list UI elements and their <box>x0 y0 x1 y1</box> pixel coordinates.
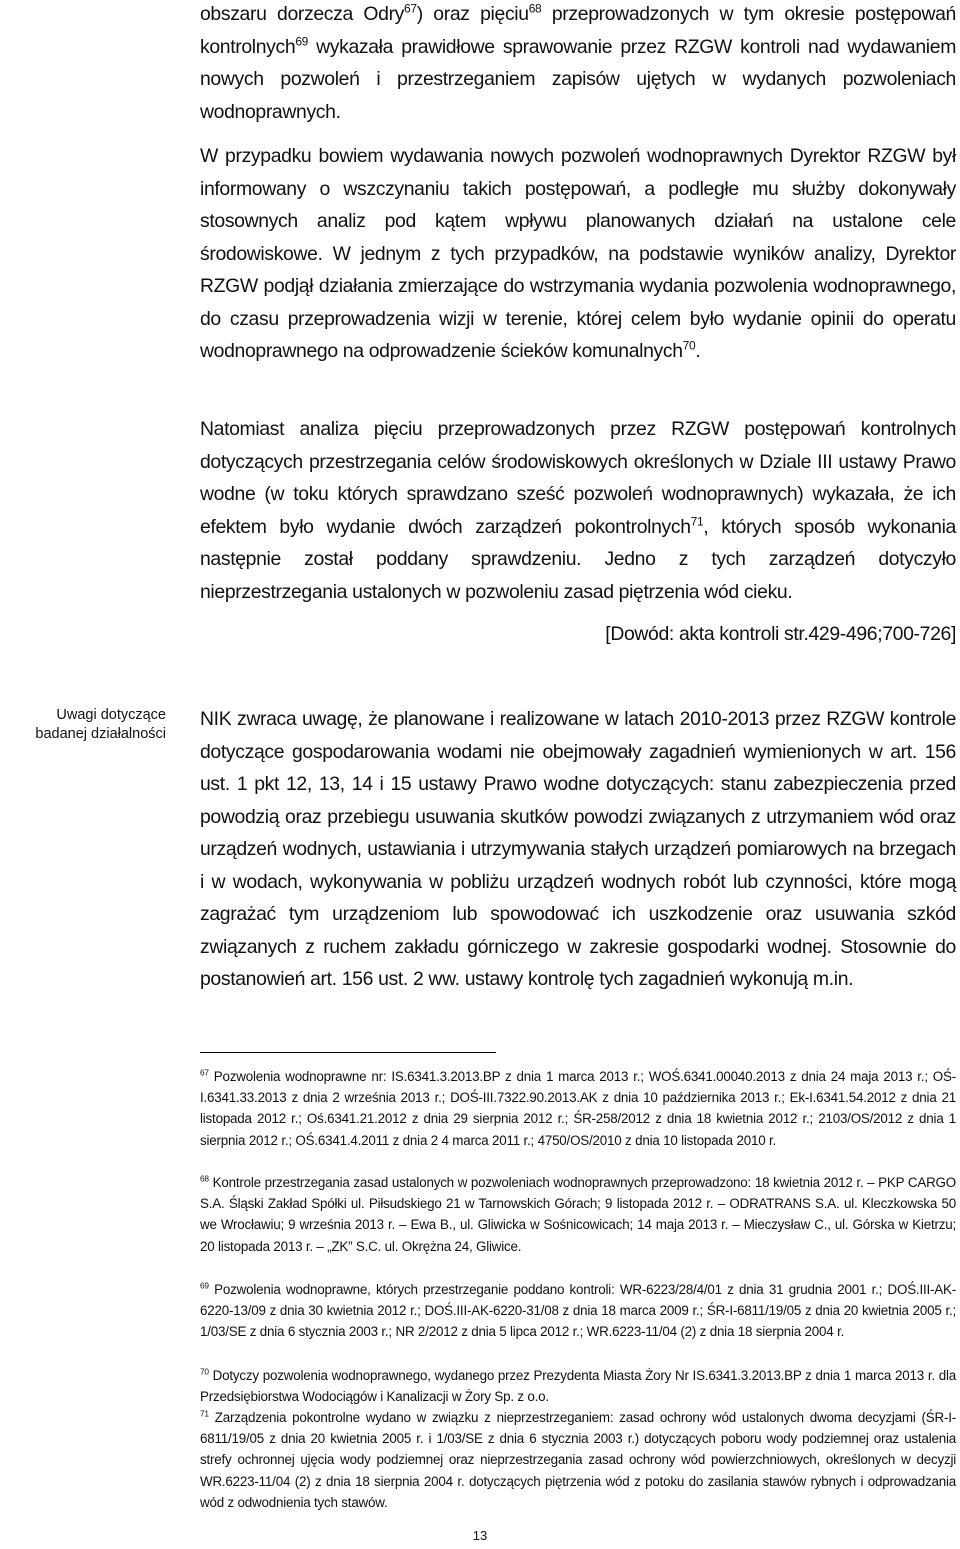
footnote-67: $^{67}$ Pozwolenia wodnoprawne nr: IS.6341.3.2013.BP z dnia 1 marca 2013 r.; WOŚ.6341.00040.2013 z dnia 24 maja 2013 r.; OŚ-I.6341.33.2013 z dnia 2 września 2013 r.; DOŚ-III.7322.90.2013.AK z dnia 10 października 2013 r.; Ek-I.6341.54.2012 z dnia 21 listopada 2012 r.; Oś.6341.21.2012 z dnia 29 sierpnia 2012 r.; ŚR-258/2012 z dnia 18 kwietnia 2012 r.; 2103/OS/2012 z dnia 1 sierpnia 2012 r.; OŚ.6341.4.2011 z dnia 2 4 marca 2011 r.; 4750/OS/2010 z dnia 10 listopada 2010 r. <box>200 1067 956 1148</box>
footnote-ref-71[interactable]: 71 <box>690 514 704 529</box>
side-heading-line: Uwagi dotyczące <box>56 707 166 723</box>
footnote-number: 68 <box>200 1173 209 1184</box>
side-heading <box>0 706 166 744</box>
paragraph-permits-analysis: W przypadku bowiem wydawania nowych pozwoleń wodnoprawnych Dyrektor RZGW był informowany o wszczynaniu takich postępowań, a podległe mu służby dokonywały stosownych analiz pod kątem wpływu planowanych działań na ustalone cele środowiskowe. W jednym z tych przypadków, na podstawie wyników analizy, Dyrektor RZGW podjął działania zmierzające do wstrzymania wydania pozwolenia wodnoprawnego, do czasu przeprowadzenia wizji w terenie, której celem było wydanie opinii do operatu wodnoprawnego na odprowadzenie ścieków komunalnych$^{70}$. <box>200 145 956 362</box>
footnote-number: 67 <box>200 1067 209 1078</box>
footnote-ref-69[interactable]: 69 <box>295 34 308 49</box>
footnote-71: $^{71}$ Zarządzenia pokontrolne wydano w związku z nieprzestrzeganiem: zasad ochrony wód ustalonych dwoma decyzjami (ŚR-I-6811/19/05 z dnia 20 kwietnia 2005 r. i 1/03/SE z dnia 6 stycznia 2003 r.) dotyczących poboru wody podziemnej oraz ustalenia strefy ochronnej ujęcia wody podziemnej oraz nieprzestrzegania zasad ochrony wód powierzchniowych, określonych w decyzji WR.6223-11/04 (2) z dnia 18 sierpnia 2004 r. dotyczących piętrzenia wód z potoku do zasilania stawów rybnych i odprowadzania wód z odwodnienia tych stawów. <box>200 1408 956 1510</box>
footnote-separator <box>200 1052 496 1053</box>
page-number: 13 <box>472 1528 488 1543</box>
footnote-70: $^{70}$ Dotyczy pozwolenia wodnoprawnego, wydanego przez Prezydenta Miasta Żory Nr IS.6341.3.2013.BP z dnia 1 marca 2013 r. dla Przedsiębiorstwa Wodociągów i Kanalizacji w Żory Sp. z o.o. <box>200 1366 956 1405</box>
footnote-68: $^{68}$ Kontrole przestrzegania zasad ustalonych w pozwoleniach wodnoprawnych przeprowadzono: 18 kwietnia 2012 r. – PKP CARGO S.A. Śląski Zakład Spółki ul. Piłsudskiego 21 w Tarnowskich Górach; 9 listopada 2012 r. – ODRATRANS S.A. ul. Kleczkowska 50 we Wrocławiu; 9 września 2013 r. – Ewa B., ul. Gliwicka w Sośnicowicach; 14 maja 2013 r. – Mieczysław C., ul. Górska w Kietrzu; 20 listopada 2013 r. – „ZK” S.C. ul. Okrężna 24, Gliwice. <box>200 1173 956 1254</box>
footnote-69: $^{69}$ Pozwolenia wodnoprawne, których przestrzeganie poddano kontroli: WR-6223/28/4/01 z dnia 31 grudnia 2001 r.; DOŚ.III-AK-6220-13/09 z dnia 30 kwietnia 2012 r.; DOŚ.III-AK-6220-31/08 z dnia 18 marca 2009 r.; ŚR-I-6811/19/05 z dnia 20 kwietnia 2005 r.; 1/03/SE z dnia 6 stycznia 2003 r.; NR 2/2012 z dnia 5 lipca 2012 r.; WR.6223-11/04 (2) z dnia 18 sierpnia 2004 r. <box>200 1280 956 1340</box>
paragraph-control-proceedings: Natomiast analiza pięciu przeprowadzonych przez RZGW postępowań kontrolnych dotyczących przestrzegania celów środowiskowych określonych w Dziale III ustawy Prawo wodne (w toku których sprawdzano sześć pozwoleń wodnoprawnych) wykazała, że ich efektem było wydanie dwóch zarządzeń pokontrolnych$^{71}$, których sposób wykonania następnie został poddany sprawdzeniu. Jedno z tych zarządzeń dotyczyło nieprzestrzegania ustalonych w pozwoleniu zasad piętrzenia wód cieku. <box>200 418 956 603</box>
evidence-reference: [Dowód: akta kontroli str.429-496;700-726] <box>605 623 956 645</box>
footnote-ref-67[interactable]: 67 <box>404 1 417 16</box>
side-heading-line: badanej działalności <box>35 726 166 742</box>
footnote-number: 69 <box>200 1280 209 1291</box>
footnote-ref-68[interactable]: 68 <box>528 1 542 16</box>
footnote-ref-70[interactable]: 70 <box>682 338 696 353</box>
footnote-number: 71 <box>200 1408 209 1419</box>
remarks-paragraph: NIK zwraca uwagę, że planowane i realizowane w latach 2010-2013 przez RZGW kontrole dotyczące gospodarowania wodami nie obejmowały zagadnień wymienionych w art. 156 ust. 1 pkt 12, 13, 14 i 15 ustawy Prawo wodne dotyczących: stanu zabezpieczenia przed powodzią oraz przebiegu usuwania skutków powodzi związanych z utrzymaniem wód oraz urządzeń wodnych, ustawiania i utrzymywania stałych urządzeń pomiarowych na brzegach i w wodach, wykonywania w pobliżu urządzeń wodnych robót lub czynności, które mogą zagrażać tym urządzeniom lub spowodować ich uszkodzenie oraz usuwania szkód związanych z ruchem zakładu górniczego w zakresie gospodarki wodnej. Stosownie do postanowień art. 156 ust. 2 ww. ustawy kontrolę tych zagadnień wykonują m.in. <box>200 708 956 990</box>
continuation-paragraph: obszaru dorzecza Odry$^{67}$) oraz pięciu$^{68}$ przeprowadzonych w tym okresie postępowań kontrolnych$^{69}$ wykazała prawidłowe sprawowanie przez RZGW kontroli nad wydawaniem nowych pozwoleń i przestrzeganiem zapisów ujętych w wydanych pozwoleniach wodnoprawnych. <box>200 1 956 123</box>
footnote-number: 70 <box>200 1366 209 1377</box>
